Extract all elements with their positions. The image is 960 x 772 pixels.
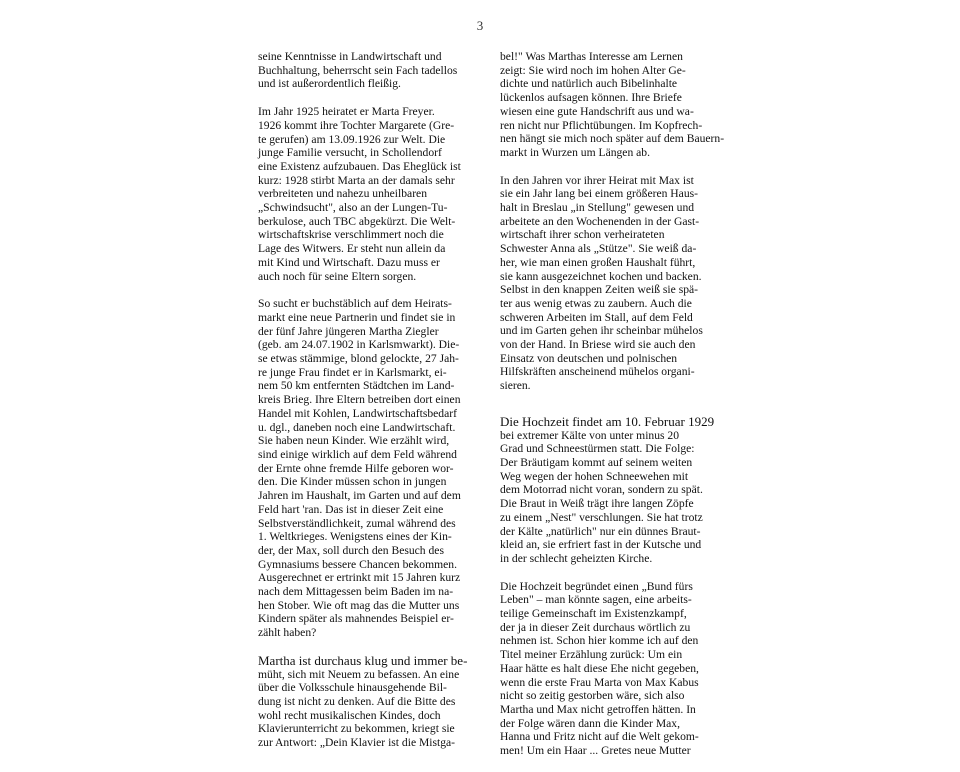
text-line: kurz: 1928 stirbt Marta an der damals sehr — [258, 173, 455, 187]
text-line: dichte und natürlich auch Bibelinhalte — [500, 77, 678, 91]
text-line: eine Existenz aufzubauen. Das Eheglück ist — [258, 159, 461, 173]
text-line: dung ist nicht zu denken. Auf die Bitte des — [258, 694, 456, 708]
text-line: wirtschaft ihrer schon verheirateten — [500, 228, 665, 242]
text-line: Titel meiner Erzählung zurück: Um ein — [500, 648, 683, 662]
text-line: Martha und Max nicht getroffen hätten. In — [500, 702, 696, 716]
text-line: Selbst in den knappen Zeiten weiß sie spä- — [500, 283, 699, 297]
text-line: 1926 kommt ihre Tochter Margarete (Gre- — [258, 118, 455, 132]
text-line: berkulose, auch TBC abgekürzt. Die Welt- — [258, 214, 456, 228]
text-line: Klavierunterricht zu bekommen, kriegt sie — [258, 722, 455, 736]
text-line: der Folge wären dann die Kinder Max, — [500, 716, 680, 730]
text-line: sie kann ausgezeichnet kochen und backen. — [500, 269, 702, 283]
paragraph — [258, 654, 478, 750]
text-line: Feld hart 'ran. Das ist in dieser Zeit eine — [258, 502, 444, 516]
text-line: dem Motorrad nicht voran, sondern zu spät. — [500, 483, 703, 497]
text-line: sie ein Jahr lang bei einem größeren Haus- — [500, 187, 698, 201]
page-number: 3 — [476, 18, 484, 33]
left-text-column — [258, 50, 478, 764]
paragraph — [500, 415, 720, 566]
text-line: hen Stober. Wie oft mag das die Mutter uns — [258, 598, 460, 612]
text-line: Die Braut in Weiß trägt ihre langen Zöpfe — [500, 497, 694, 511]
text-line: mit Kind und Wirtschaft. Dazu muss er — [258, 255, 440, 269]
paragraph — [258, 50, 478, 91]
text-line: Buchhaltung, beherrscht sein Fach tadellos — [258, 63, 458, 77]
text-line: In den Jahren vor ihrer Heirat mit Max ist — [500, 173, 694, 187]
text-line: über die Volksschule hinausgehende Bil- — [258, 681, 447, 695]
text-line: der Ernte ohne fremde Hilfe geboren wor- — [258, 461, 454, 475]
text-line: her, wie man einen großen Haushalt führt, — [500, 255, 696, 269]
text-line: Gymnasiums bessere Chancen bekommen. — [258, 557, 457, 571]
text-line: halt in Breslau „in Stellung" gewesen und — [500, 201, 695, 215]
text-line: Schwester Anna als „Stütze". Sie weiß da- — [500, 242, 697, 256]
text-line: Im Jahr 1925 heiratet er Marta Freyer. — [258, 105, 435, 119]
text-line: von der Hand. In Briese wird sie auch den — [500, 338, 696, 352]
text-line: men! Um ein Haar ... Gretes neue Mutter — [500, 744, 691, 758]
text-line: nem 50 km entfernten Städtchen im Land- — [258, 379, 455, 393]
text-line: müht, sich mit Neuem zu befassen. An eine — [258, 667, 460, 681]
text-line: verbreiteten und nahezu unheilbaren — [258, 187, 427, 201]
text-line: Handel mit Kohlen, Landwirtschaftsbedarf — [258, 406, 457, 420]
text-line: ren nicht nur Pflichtübungen. Im Kopfrech- — [500, 118, 703, 132]
text-line: Hanna und Fritz nicht auf die Welt gekom- — [500, 730, 699, 744]
text-line: re junge Frau findet er in Karlsmarkt, ei- — [258, 365, 447, 379]
text-line: nach dem Mittagessen beim Baden im na- — [258, 585, 454, 599]
text-line: zählt haben? — [258, 626, 317, 640]
text-line: markt eine neue Partnerin und findet sie in — [258, 310, 456, 324]
text-line: Der Bräutigam kommt auf seinem weiten — [500, 455, 693, 469]
text-line: zeigt: Sie wird noch im hohen Alter Ge- — [500, 63, 686, 77]
text-line: Lage des Witwers. Er steht nun allein da — [258, 242, 446, 256]
text-line: und ist außerordentlich fleißig. — [258, 77, 401, 91]
text-line: zu einem „Nest" verschlungen. Sie hat trotz — [500, 510, 703, 524]
text-line: den. Die Kinder müssen schon in jungen — [258, 475, 447, 489]
text-line: sind einige wirklich auf dem Feld während — [258, 447, 457, 461]
text-line: se etwas stämmige, blond gelockte, 27 Jah- — [258, 352, 459, 366]
text-line: markt in Wurzen um Längen ab. — [500, 145, 650, 159]
right-text-column — [500, 50, 725, 772]
text-line: wohl recht musikalischen Kindes, doch — [258, 708, 441, 722]
text-line: wirtschaftskrise verschlimmert noch die — [258, 228, 444, 242]
text-line: Sie haben neun Kinder. Wie erzählt wird, — [258, 434, 450, 448]
text-line: „Schwindsucht", also an der Lungen-Tu- — [258, 201, 448, 215]
paragraph — [500, 580, 720, 758]
text-line: der ja in dieser Zeit durchaus wörtlich zu — [500, 620, 691, 634]
text-line: ter aus wenig etwas zu zaubern. Auch die — [500, 296, 692, 310]
text-line: und im Garten gehen ihr scheinbar mühelos — [500, 324, 703, 338]
text-line: in der schlecht geheizten Kirche. — [500, 551, 653, 565]
text-line: sieren. — [500, 379, 531, 393]
text-line: auch noch für seine Eltern sorgen. — [258, 269, 417, 283]
text-line: wenn die erste Frau Marta von Max Kabus — [500, 675, 699, 689]
text-line: Selbstverständlichkeit, zumal während des — [258, 516, 456, 530]
text-line: Leben" – man könnte sagen, eine arbeits- — [500, 593, 692, 607]
text-line: Grad und Schneestürmen statt. Die Folge: — [500, 442, 695, 456]
text-line: Hilfskräften anscheinend mühelos organi- — [500, 365, 695, 379]
text-line: Ausgerechnet er ertrinkt mit 15 Jahren kurz — [258, 571, 461, 585]
text-line: teilige Gemeinschaft im Existenzkampf, — [500, 607, 687, 621]
text-line: Kindern später als mahnendes Beispiel er- — [258, 612, 454, 626]
text-line: junge Familie versucht, in Schollendorf — [258, 146, 442, 160]
paragraph — [258, 105, 478, 283]
text-line: Haar hätte es halt diese Ehe nicht gegeben, — [500, 661, 699, 675]
text-line: wiesen eine gute Handschrift aus und wa- — [500, 104, 694, 118]
text-line: te gerufen) am 13.09.1926 zur Welt. Die — [258, 132, 446, 146]
text-line: lückenlos aufsagen können. Ihre Briefe — [500, 91, 682, 105]
text-line: seine Kenntnisse in Landwirtschaft und — [258, 50, 442, 63]
text-line: u. dgl., daneben noch eine Landwirtschaft. — [258, 420, 456, 434]
text-line: kreis Brieg. Ihre Eltern betreiben dort einen — [258, 393, 461, 407]
text-line: bei extremer Kälte von unter minus 20 — [500, 428, 680, 442]
text-line: Die Hochzeit findet am 10. Februar 1929 — [500, 413, 715, 429]
text-line: Einsatz von deutschen und polnischen — [500, 351, 678, 365]
text-line: Die Hochzeit begründet einen „Bund fürs — [500, 579, 693, 593]
text-line: nehmen ist. Schon hier komme ich auf den — [500, 634, 699, 648]
paragraph — [258, 297, 478, 640]
text-line: der, der Max, soll durch den Besuch des — [258, 543, 444, 557]
text-line: (geb. am 24.07.1902 in Karlsmwarkt). Die- — [258, 338, 460, 352]
text-line: zur Antwort: „Dein Klavier ist die Mistga- — [258, 736, 456, 750]
text-line: Weg wegen der hohen Schneewehen mit — [500, 469, 689, 483]
text-line: nicht so zeitig gestorben wäre, sich also — [500, 689, 685, 703]
text-line: der fünf Jahre jüngeren Martha Ziegler — [258, 324, 439, 338]
paragraph — [500, 174, 720, 393]
paragraph — [500, 50, 725, 160]
text-line: Martha ist durchaus klug und immer be- — [258, 652, 468, 668]
text-line: arbeitete an den Wochenenden in der Gast- — [500, 214, 700, 228]
text-line: der Kälte „natürlich" nur ein dünnes Braut- — [500, 524, 701, 538]
text-line: nen hängt sie mich noch später auf dem Bauern- — [500, 132, 725, 146]
text-line: bel!" Was Marthas Interesse am Lernen — [500, 50, 683, 63]
text-line: schweren Arbeiten im Stall, auf dem Feld — [500, 310, 693, 324]
text-line: So sucht er buchstäblich auf dem Heirats- — [258, 297, 452, 311]
text-line: 1. Weltkrieges. Wenigstens eines der Kin- — [258, 530, 452, 544]
text-line: kleid an, sie erfriert fast in der Kutsche und — [500, 538, 702, 552]
text-line: Jahren im Haushalt, im Garten und auf dem — [258, 489, 461, 503]
